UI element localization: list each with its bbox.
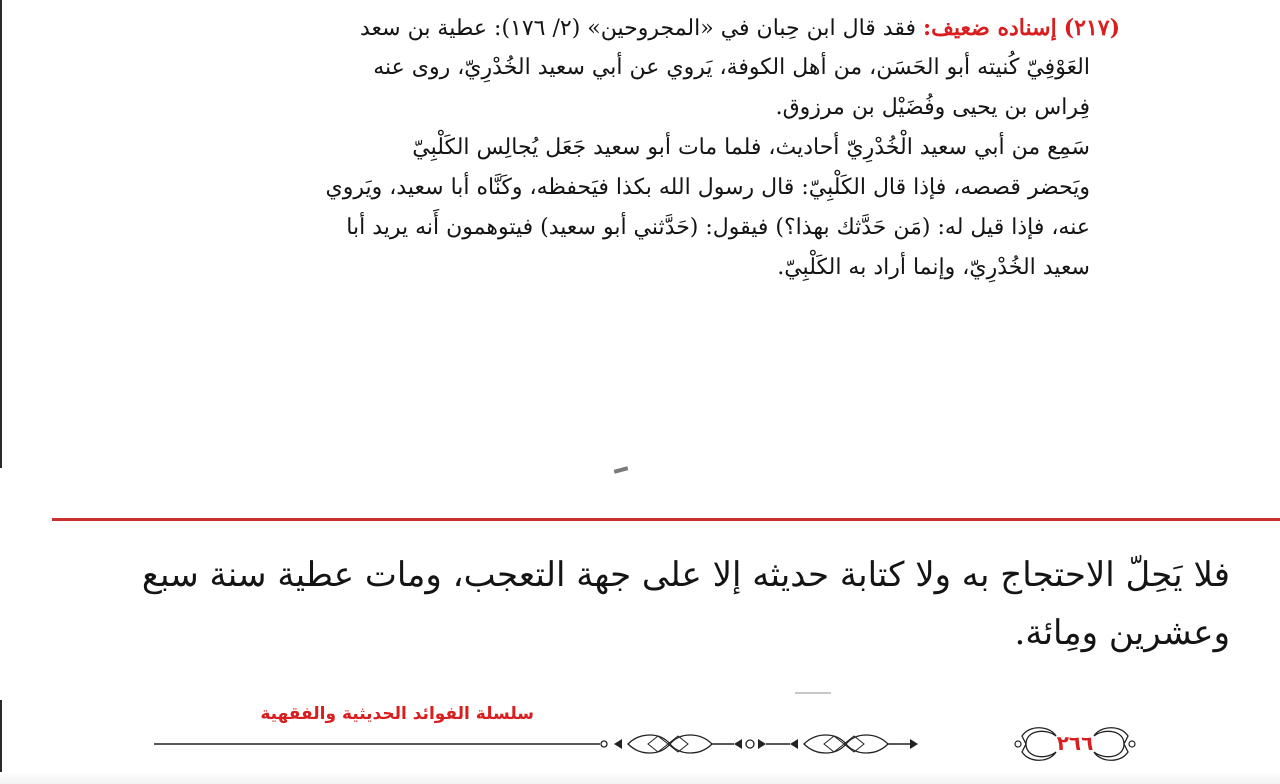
series-title: سلسلة الفوائد الحديثية والفقهية xyxy=(260,704,534,724)
footnote-line-5: ويَحضر قصصه، فإذا قال الكَلْبِيّ: قال رسول الله بكذا فيَحفظه، وكَنَّاه أبا سعيد، ويَروي xyxy=(325,175,1090,200)
footnote-line-1 xyxy=(150,8,1120,48)
ornamental-divider xyxy=(150,722,1150,766)
page-edge-line xyxy=(0,0,2,468)
main-text-line-2: وعشرين ومِائة. xyxy=(1014,613,1230,653)
main-text-line-1: فلا يَحِلّ الاحتجاج به ولا كتابة حديثه إلا على جهة التعجب، ومات عطية سنة سبع xyxy=(141,555,1230,595)
footnote-block xyxy=(150,8,1120,288)
page-number: ٢٦٦ xyxy=(1056,731,1094,755)
footnote-line-2: العَوْفِيّ كُنيته أبو الحَسَن، من أهل الكوفة، يَروي عن أبي سعيد الخُدْرِيّ، روى عنه xyxy=(373,55,1090,80)
footnote-line-3: فِراس بن يحيى وفُضَيْل بن مرزوق. xyxy=(775,95,1090,120)
faint-mark xyxy=(795,692,831,694)
main-text-block xyxy=(40,546,1230,662)
footnote-line-4: سَمِع من أبي سعيد الْخُدْرِيّ أحاديث، فلما مات أبو سعيد جَعَل يُجالِس الكَلْبِيّ xyxy=(412,135,1090,160)
footnote-line-7: سعيد الخُدْرِيّ، وإنما أراد به الكَلْبِيّ. xyxy=(777,255,1090,280)
footnote-grade-label: إسناده ضعيف: xyxy=(923,15,1057,41)
footnote-line-1-text: فقد قال ابن حِبان في «المجروحين» (٢/ ١٧٦): عطية بن سعد xyxy=(359,16,916,41)
footnote-line-6: عنه، فإذا قيل له: (مَن حَدَّثك بهذا؟) فيقول: (حَدَّثني أبو سعيد) فيتوهمون أَنه يريد أبا xyxy=(346,215,1090,240)
red-divider-line xyxy=(52,518,1280,521)
page-bottom-edge xyxy=(0,772,1280,784)
footnote-number: (٢١٧) xyxy=(1063,15,1120,41)
